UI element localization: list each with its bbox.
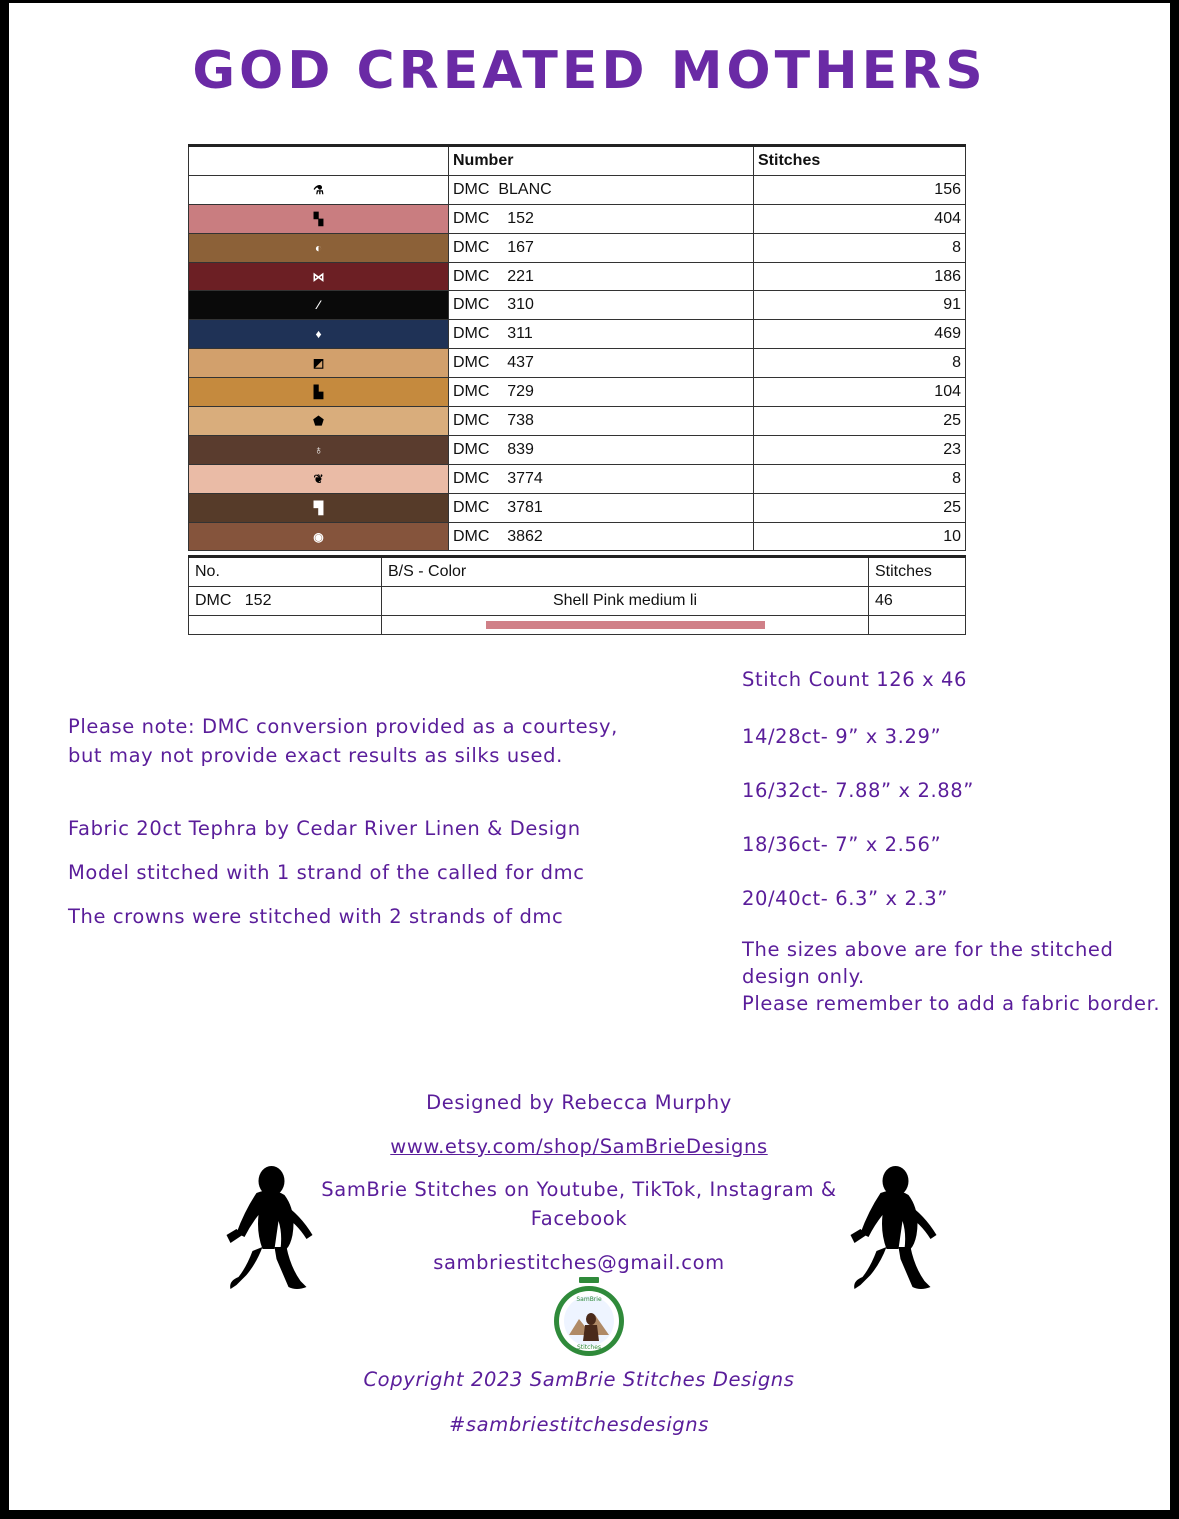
crowns-note: The crowns were stitched with 2 strands of dmc bbox=[68, 905, 564, 928]
color-swatch bbox=[189, 291, 449, 320]
hashtag: #sambriestitchesdesigns bbox=[448, 1413, 709, 1436]
stitch-symbol-icon: ◉ bbox=[313, 529, 324, 544]
color-swatch bbox=[189, 204, 449, 233]
key-row bbox=[189, 493, 966, 522]
floss-number: DMC 437 bbox=[449, 349, 754, 378]
designer-credit: Designed by Rebecca Murphy bbox=[426, 1091, 732, 1114]
stitch-symbol-icon: ▜ bbox=[313, 500, 324, 515]
bigfoot-silhouette-left-icon bbox=[214, 1163, 319, 1293]
floss-number: DMC 3862 bbox=[449, 522, 754, 551]
floss-number: DMC 167 bbox=[449, 233, 754, 262]
stitch-symbol-icon: ▚ bbox=[313, 211, 324, 226]
svg-text:Stitches: Stitches bbox=[576, 1344, 602, 1351]
bs-color-name: Shell Pink medium li bbox=[382, 587, 869, 616]
stitch-count-cell: 25 bbox=[754, 407, 966, 436]
stitch-count-cell: 25 bbox=[754, 493, 966, 522]
backstitch-line-swatch bbox=[486, 621, 765, 629]
stitch-symbol-icon: ♁ bbox=[314, 442, 323, 457]
bs-empty-cell bbox=[189, 616, 382, 635]
size-18ct: 18/36ct- 7” x 2.56” bbox=[742, 833, 942, 856]
size-16ct: 16/32ct- 7.88” x 2.88” bbox=[742, 779, 974, 802]
floss-number: DMC 152 bbox=[449, 204, 754, 233]
color-swatch bbox=[189, 233, 449, 262]
floss-number: DMC 729 bbox=[449, 378, 754, 407]
key-row bbox=[189, 435, 966, 464]
fabric-note: Fabric 20ct Tephra by Cedar River Linen & Design bbox=[68, 817, 581, 840]
bs-header-number: No. bbox=[189, 557, 382, 587]
color-swatch bbox=[189, 175, 449, 204]
size-14ct: 14/28ct- 9” x 3.29” bbox=[742, 725, 942, 748]
stitch-symbol-icon: ⚗ bbox=[313, 182, 324, 197]
stitch-symbol-icon: ♦ bbox=[315, 327, 322, 342]
stitch-symbol-icon: ⁄ bbox=[317, 298, 320, 313]
size-note-line-2: Please remember to add a fabric border. bbox=[742, 992, 1161, 1015]
bigfoot-silhouette-right-icon bbox=[838, 1163, 943, 1293]
floss-number: DMC 310 bbox=[449, 291, 754, 320]
color-swatch bbox=[189, 262, 449, 291]
color-swatch bbox=[189, 522, 449, 551]
stitch-count: Stitch Count 126 x 46 bbox=[742, 668, 968, 691]
floss-number: DMC 311 bbox=[449, 320, 754, 349]
color-swatch bbox=[189, 320, 449, 349]
color-swatch bbox=[189, 349, 449, 378]
stitch-symbol-icon: ◐ bbox=[314, 240, 323, 255]
color-swatch bbox=[189, 464, 449, 493]
key-row bbox=[189, 204, 966, 233]
bs-number: DMC 152 bbox=[189, 587, 382, 616]
conversion-note: Please note: DMC conversion provided as a courtesy, but may not provide exact results as silks used. bbox=[68, 715, 618, 767]
model-note: Model stitched with 1 strand of the called for dmc bbox=[68, 861, 585, 884]
stitch-count-cell: 186 bbox=[754, 262, 966, 291]
color-swatch bbox=[189, 493, 449, 522]
floss-number: DMC 221 bbox=[449, 262, 754, 291]
key-row bbox=[189, 522, 966, 551]
stitch-symbol-icon: ▙ bbox=[313, 385, 324, 400]
key-row bbox=[189, 262, 966, 291]
color-swatch bbox=[189, 435, 449, 464]
color-swatch bbox=[189, 378, 449, 407]
stitch-symbol-icon: ❦ bbox=[313, 471, 324, 486]
svg-text:SamBrie: SamBrie bbox=[576, 1296, 602, 1303]
etsy-shop-link[interactable]: www.etsy.com/shop/SamBrieDesigns bbox=[390, 1135, 768, 1158]
stitch-count-cell: 469 bbox=[754, 320, 966, 349]
floss-number: DMC 3781 bbox=[449, 493, 754, 522]
backstitch-table bbox=[188, 555, 966, 635]
size-note bbox=[742, 936, 1162, 1017]
key-row bbox=[189, 378, 966, 407]
stitch-count-cell: 10 bbox=[754, 522, 966, 551]
color-swatch bbox=[189, 407, 449, 436]
header-number: Number bbox=[449, 146, 754, 176]
key-row bbox=[189, 320, 966, 349]
header-stitches: Stitches bbox=[754, 146, 966, 176]
bs-header-color: B/S - Color bbox=[382, 557, 869, 587]
backstitch-header bbox=[189, 557, 966, 587]
sambrie-stitches-logo-icon bbox=[549, 1275, 629, 1359]
stitch-count-cell: 23 bbox=[754, 435, 966, 464]
floss-number: DMC 738 bbox=[449, 407, 754, 436]
size-note-line-1: The sizes above are for the stitched design only. bbox=[742, 938, 1114, 988]
key-row bbox=[189, 233, 966, 262]
stitch-count-cell: 8 bbox=[754, 349, 966, 378]
color-key-table bbox=[188, 144, 966, 551]
key-row bbox=[189, 407, 966, 436]
floss-number: DMC 839 bbox=[449, 435, 754, 464]
pattern-page bbox=[9, 3, 1170, 1510]
key-row bbox=[189, 175, 966, 204]
key-row bbox=[189, 349, 966, 378]
backstitch-line-row bbox=[189, 616, 966, 635]
stitch-count-cell: 8 bbox=[754, 233, 966, 262]
copyright-notice: Copyright 2023 SamBrie Stitches Designs bbox=[363, 1368, 795, 1391]
stitch-symbol-icon: ⋈ bbox=[312, 269, 325, 284]
size-20ct: 20/40ct- 6.3” x 2.3” bbox=[742, 887, 948, 910]
bs-header-stitches: Stitches bbox=[869, 557, 966, 587]
bs-stitches: 46 bbox=[869, 587, 966, 616]
backstitch-row bbox=[189, 587, 966, 616]
key-row bbox=[189, 464, 966, 493]
stitch-symbol-icon: ◩ bbox=[312, 356, 325, 371]
header-swatch bbox=[189, 146, 449, 176]
bs-empty-cell bbox=[869, 616, 966, 635]
stitch-count-cell: 404 bbox=[754, 204, 966, 233]
bs-line-cell bbox=[382, 616, 869, 635]
social-media-note: SamBrie Stitches on Youtube, TikTok, Instagram & Facebook bbox=[321, 1178, 837, 1230]
key-row bbox=[189, 291, 966, 320]
stitch-count-cell: 8 bbox=[754, 464, 966, 493]
page-title: GOD CREATED MOTHERS bbox=[192, 41, 987, 101]
key-table-header bbox=[189, 146, 966, 176]
stitch-count-cell: 156 bbox=[754, 175, 966, 204]
stitch-count-cell: 104 bbox=[754, 378, 966, 407]
floss-number: DMC BLANC bbox=[449, 175, 754, 204]
floss-number: DMC 3774 bbox=[449, 464, 754, 493]
stitch-symbol-icon: ⬟ bbox=[313, 413, 324, 428]
stitch-count-cell: 91 bbox=[754, 291, 966, 320]
contact-email[interactable]: sambriestitches@gmail.com bbox=[433, 1251, 725, 1274]
